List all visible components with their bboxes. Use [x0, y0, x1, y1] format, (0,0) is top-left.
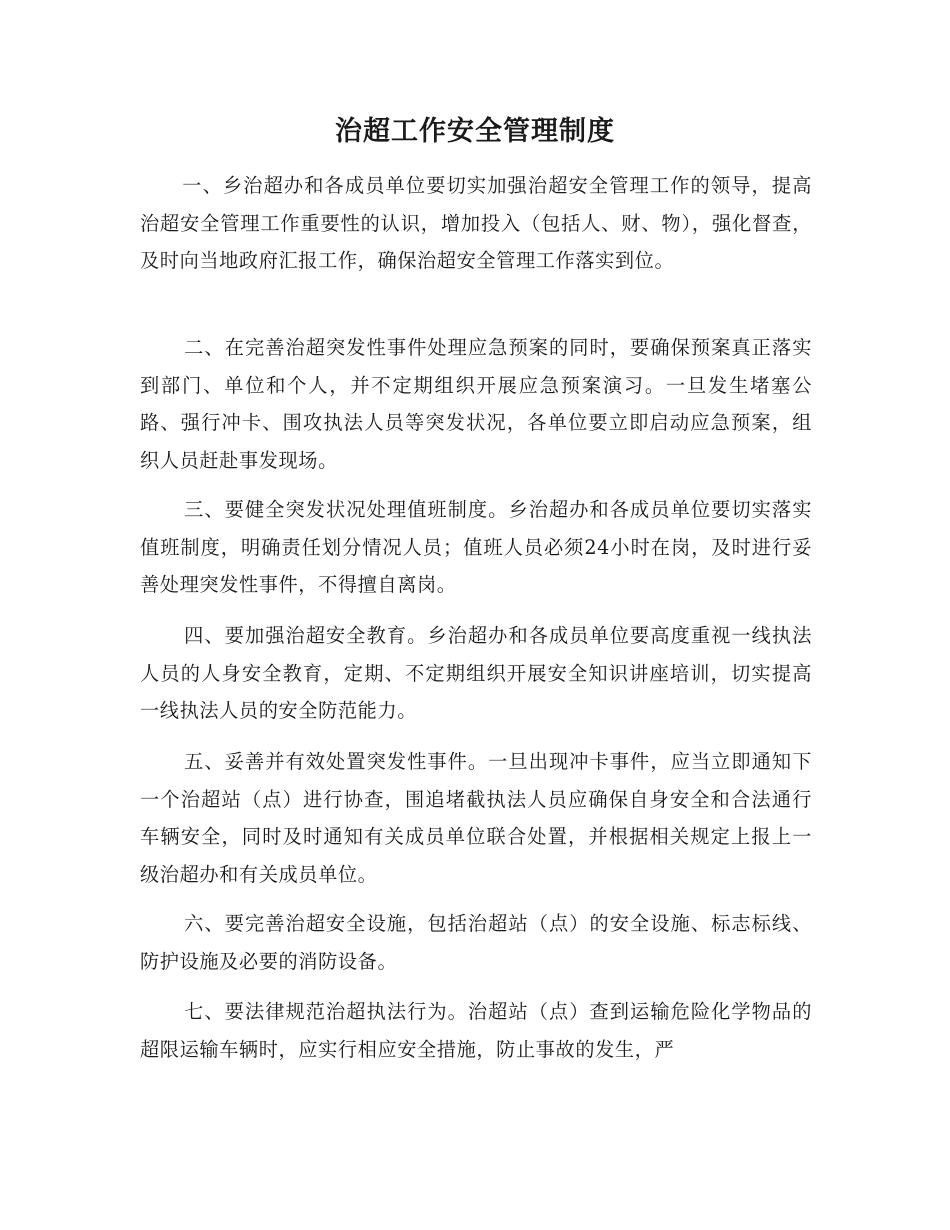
document-title: 治超工作安全管理制度 [335, 116, 615, 147]
paragraph-1: 一、乡治超办和各成员单位要切实加强治超安全管理工作的领导，提高治超安全管理工作重要性的认识，增加投入（包括人、财、物），强化督查，及时向当地政府汇报工作，确保治超安全管理工作落实到位。 [140, 174, 812, 272]
paragraph-5: 五、妥善并有效处置突发性事件。一旦出现冲卡事件，应当立即通知下一个治超站（点）进行协查，围追堵截执法人员应确保自身安全和合法通行车辆安全，同时及时通知有关成员单位联合处置，并根据相关规定上报上一级治超办和有关成员单位。 [140, 750, 812, 886]
paragraph-4: 四、要加强治超安全教育。乡治超办和各成员单位要高度重视一线执法人员的人身安全教育，定期、不定期组织开展安全知识讲座培训，切实提高一线执法人员的安全防范能力。 [140, 624, 812, 722]
paragraph-6: 六、要完善治超安全设施，包括治超站（点）的安全设施、标志标线、防护设施及必要的消防设备。 [140, 912, 812, 973]
paragraph-2: 二、在完善治超突发性事件处理应急预案的同时，要确保预案真正落实到部门、单位和个人，并不定期组织开展应急预案演习。一旦发生堵塞公路、强行冲卡、围攻执法人员等突发状况，各单位要立即启动应急预案，组织人员赶赴事发现场。 [140, 336, 812, 472]
paragraph-7: 七、要法律规范治超执法行为。治超站（点）查到运输危险化学物品的超限运输车辆时，应实行相应安全措施，防止事故的发生，严 [140, 1000, 812, 1061]
paragraph-3: 三、要健全突发状况处理值班制度。乡治超办和各成员单位要切实落实值班制度，明确责任划分情况人员；值班人员必须24小时在岗，及时进行妥善处理突发性事件，不得擅自离岗。 [140, 498, 812, 596]
